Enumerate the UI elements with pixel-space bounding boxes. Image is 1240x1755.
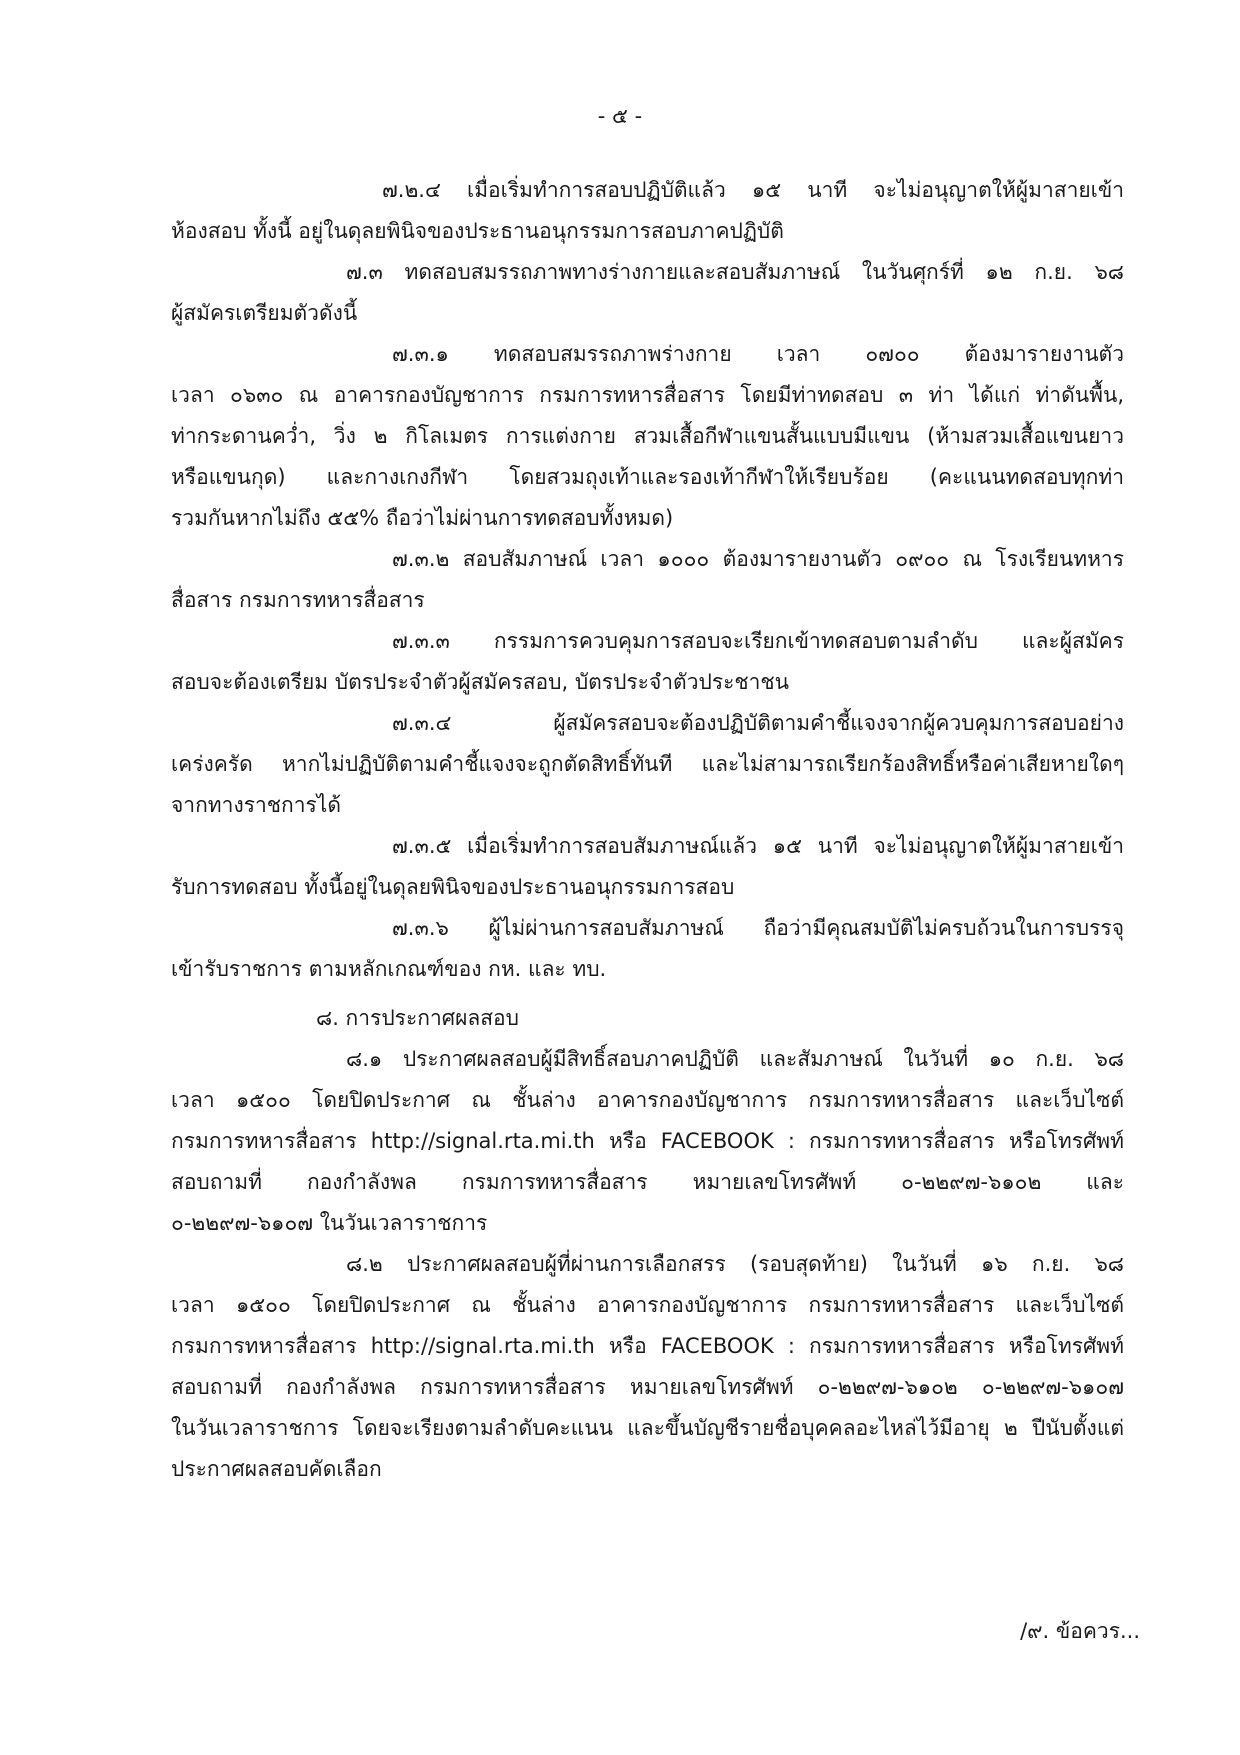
text-line: สอบจะต้องเตรียม บัตรประจำตัวผู้สมัครสอบ, บัตรประจำตัวประชาชน <box>171 670 790 694</box>
text-line: ๗.๓.๕ เมื่อเริ่มทำการสอบสัมภาษณ์แล้ว ๑๕ นาที จะไม่อนุญาตให้ผู้มาสายเข้า <box>392 834 1124 858</box>
text-line: กรมการทหารสื่อสาร http://signal.rta.mi.th หรือ FACEBOOK : กรมการทหารสื่อสาร หรือโทรศัพท์ <box>171 1334 1124 1358</box>
text-line: เข้ารับราชการ ตามหลักเกณฑ์ของ กห. และ ทบ. <box>171 957 607 981</box>
text-line: รับการทดสอบ ทั้งนี้อยู่ในดุลยพินิจของประธานอนุกรรมการสอบ <box>171 875 735 899</box>
text-line: ๘.๑ ประกาศผลสอบผู้มีสิทธิ์สอบภาคปฏิบัติ และสัมภาษณ์ ในวันที่ ๑๐ ก.ย. ๖๘ <box>346 1047 1124 1071</box>
text-line: ๘.๒ ประกาศผลสอบผู้ที่ผ่านการเลือกสรร (รอบสุดท้าย) ในวันที่ ๑๖ ก.ย. ๖๘ <box>346 1252 1124 1276</box>
text-line: เวลา ๑๕๐๐ โดยปิดประกาศ ณ ชั้นล่าง อาคารกองบัญชาการ กรมการทหารสื่อสาร และเว็บไซต์ <box>171 1088 1124 1112</box>
text-line: ๗.๓ ทดสอบสมรรถภาพทางร่างกายและสอบสัมภาษณ์ ในวันศุกร์ที่ ๑๒ ก.ย. ๖๘ <box>346 260 1124 284</box>
text-line: ๗.๓.๓ กรรมการควบคุมการสอบจะเรียกเข้าทดสอบตามลำดับ และผู้สมัคร <box>392 629 1124 653</box>
text-line: ในวันเวลาราชการ โดยจะเรียงตามลำดับคะแนน และขึ้นบัญชีรายชื่อบุคคลอะไหล่ไว้มีอายุ ๒ ปีนับตั้งแต่ <box>171 1416 1124 1440</box>
text-line: สอบถามที่ กองกำลังพล กรมการทหารสื่อสาร หมายเลขโทรศัพท์ ๐-๒๒๙๗-๖๑๐๒ และ <box>171 1170 1124 1194</box>
text-line: ห้องสอบ ทั้งนี้ อยู่ในดุลยพินิจของประธานอนุกรรมการสอบภาคปฏิบัติ <box>171 219 784 243</box>
text-line: ประกาศผลสอบคัดเลือก <box>171 1457 382 1481</box>
text-line: ๗.๒.๔ เมื่อเริ่มทำการสอบปฏิบัติแล้ว ๑๕ นาที จะไม่อนุญาตให้ผู้มาสายเข้า <box>382 178 1124 202</box>
continuation-note: /๙. ข้อควร... <box>1020 1619 1140 1643</box>
page-number: - ๕ - <box>597 104 643 128</box>
text-line: ๗.๓.๖ ผู้ไม่ผ่านการสอบสัมภาษณ์ ถือว่ามีคุณสมบัติไม่ครบถ้วนในการบรรจุ <box>392 916 1124 940</box>
text-line: เวลา ๑๕๐๐ โดยปิดประกาศ ณ ชั้นล่าง อาคารกองบัญชาการ กรมการทหารสื่อสาร และเว็บไซต์ <box>171 1293 1124 1317</box>
text-line: กรมการทหารสื่อสาร http://signal.rta.mi.th หรือ FACEBOOK : กรมการทหารสื่อสาร หรือโทรศัพท์ <box>171 1129 1124 1153</box>
text-line: ๗.๓.๔ ผู้สมัครสอบจะต้องปฏิบัติตามคำชี้แจงจากผู้ควบคุมการสอบอย่าง <box>392 711 1124 735</box>
text-line: เคร่งครัด หากไม่ปฏิบัติตามคำชี้แจงจะถูกตัดสิทธิ์ทันที และไม่สามารถเรียกร้องสิทธิ์หรือค่าเสียหายใดๆ <box>171 752 1124 776</box>
text-line: รวมกันหากไม่ถึง ๕๕% ถือว่าไม่ผ่านการทดสอบทั้งหมด) <box>171 506 674 530</box>
text-line: จากทางราชการได้ <box>171 793 342 817</box>
text-line: สื่อสาร กรมการทหารสื่อสาร <box>171 588 425 612</box>
text-line: ๐-๒๒๙๗-๖๑๐๗ ในวันเวลาราชการ <box>171 1211 488 1235</box>
section-heading: ๘. การประกาศผลสอบ <box>316 1006 519 1030</box>
text-line: เวลา ๐๖๓๐ ณ อาคารกองบัญชาการ กรมการทหารสื่อสาร โดยมีท่าทดสอบ ๓ ท่า ได้แก่ ท่าดันพื้น, <box>171 383 1124 407</box>
text-line: หรือแขนกุด) และกางเกงกีฬา โดยสวมถุงเท้าและรองเท้ากีฬาให้เรียบร้อย (คะแนนทดสอบทุกท่า <box>171 465 1124 489</box>
text-line: ผู้สมัครเตรียมตัวดังนี้ <box>171 301 358 325</box>
text-line: สอบถามที่ กองกำลังพล กรมการทหารสื่อสาร หมายเลขโทรศัพท์ ๐-๒๒๙๗-๖๑๐๒ ๐-๒๒๙๗-๖๑๐๗ <box>171 1375 1124 1399</box>
text-line: ๗.๓.๒ สอบสัมภาษณ์ เวลา ๑๐๐๐ ต้องมารายงานตัว ๐๙๐๐ ณ โรงเรียนทหาร <box>392 547 1124 571</box>
text-line: ท่ากระดานคว่ำ, วิ่ง ๒ กิโลเมตร การแต่งกาย สวมเสื้อกีฬาแขนสั้นแบบมีแขน (ห้ามสวมเสื้อแขนยาว <box>171 424 1124 448</box>
text-line: ๗.๓.๑ ทดสอบสมรรถภาพร่างกาย เวลา ๐๗๐๐ ต้องมารายงานตัว <box>392 342 1124 366</box>
